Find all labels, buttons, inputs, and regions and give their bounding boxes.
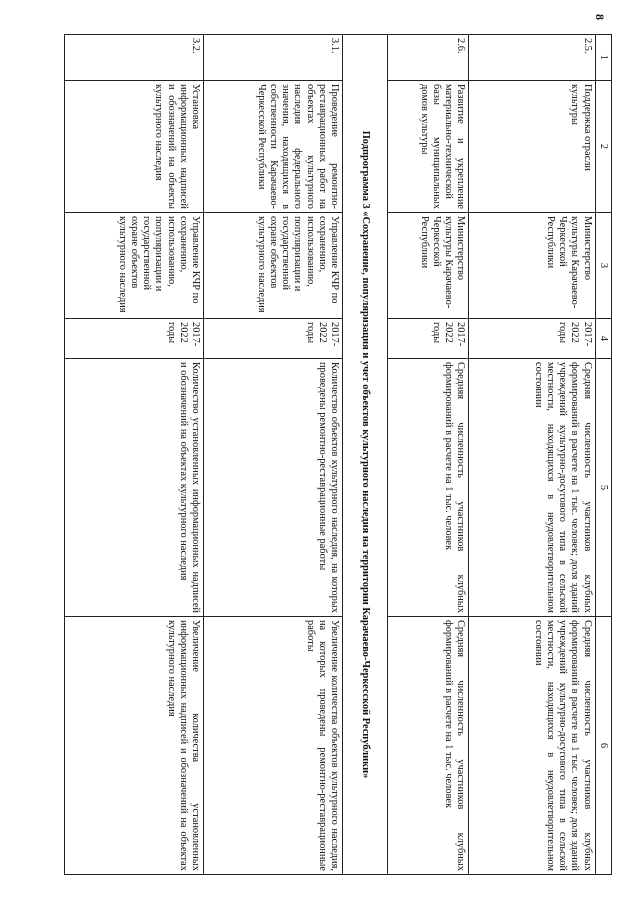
- row-number: 3.1.: [204, 35, 343, 81]
- executor: Управление КЧР по сохранению, использованию, популяризации и государственной охране объектов культурного наследия: [204, 213, 343, 319]
- table-row: [204, 35, 343, 875]
- row-number: 3.2.: [65, 35, 204, 81]
- column-header: 1: [595, 35, 611, 81]
- expected-result: Увеличение количества установленных информационных надписей и обозначений на объектах культурного наследия: [65, 617, 204, 875]
- program-activities-table: [64, 34, 612, 875]
- indicator: Средняя численность участников клубных формирований в расчете на 1 тыс. человек; доля зданий учреждений культурно-досугового типа в сельской местности, находящихся в неудовлетворительном состоянии: [469, 359, 595, 617]
- executor: Министерство культуры Карачаево-Черкесской Республики: [388, 213, 469, 319]
- column-header: 2: [595, 81, 611, 213]
- table-row: [388, 35, 469, 875]
- activity-name: Поддержка отрасли культуры: [469, 81, 595, 213]
- column-header: 3: [595, 213, 611, 319]
- table-row: [469, 35, 595, 875]
- indicator: Средняя численность участников клубных формирований в расчете на 1 тыс. человек: [388, 359, 469, 617]
- period: 2017-2022 годы: [469, 319, 595, 359]
- indicator: Количество установленных информационных надписей и обозначений на объектах культурного наследия: [65, 359, 204, 617]
- activity-name: Проведение ремонтно-реставрационных работ на объектах культурного наследия федерального значения, находящихся в собственности Карачаево-Черкесской Республики: [204, 81, 343, 213]
- column-header: 6: [595, 617, 611, 875]
- activity-name: Развитие и укрепление материально-технической базы муниципальных домов культуры: [388, 81, 469, 213]
- indicator: Количество объектов культурного наследия, на которых проведены ремонтно-реставрационные работы: [204, 359, 343, 617]
- executor: Министерство культуры Карачаево-Черкесской Республики: [469, 213, 595, 319]
- subprogram-row: [343, 35, 388, 875]
- column-header: 4: [595, 319, 611, 359]
- activity-name: Установка информационных надписей и обозначений на объекты культурного наследия: [65, 81, 204, 213]
- row-number: 2.6.: [388, 35, 469, 81]
- period: 2017-2022 годы: [388, 319, 469, 359]
- row-number: 2.5.: [469, 35, 595, 81]
- expected-result: Средняя численность участников клубных формирований в расчете на 1 тыс. человек; доля зданий учреждений культурно-досугового типа в сельской местности, находящихся в неудовлетворительном состоянии: [469, 617, 595, 875]
- page-number: 8: [593, 14, 607, 20]
- table-row: [65, 35, 204, 875]
- column-header: 5: [595, 359, 611, 617]
- expected-result: Средняя численность участников клубных формирований в расчете на 1 тыс. человек: [388, 617, 469, 875]
- period: 2017-2022 годы: [65, 319, 204, 359]
- period: 2017-2022 годы: [204, 319, 343, 359]
- expected-result: Увеличение количества объектов культурного наследия, на которых проведены ремонтно-реставрационные работы: [204, 617, 343, 875]
- column-number-row: [595, 35, 611, 875]
- executor: Управление КЧР по сохранению, использованию, популяризации и государственной охране объектов культурного наследия: [65, 213, 204, 319]
- rotated-table-container: [64, 34, 612, 874]
- subprogram-title: Подпрограмма 3 «Сохранение, популяризация и учет объектов культурного наследия на территории Карачаево-Черкесской Республики»: [343, 35, 388, 875]
